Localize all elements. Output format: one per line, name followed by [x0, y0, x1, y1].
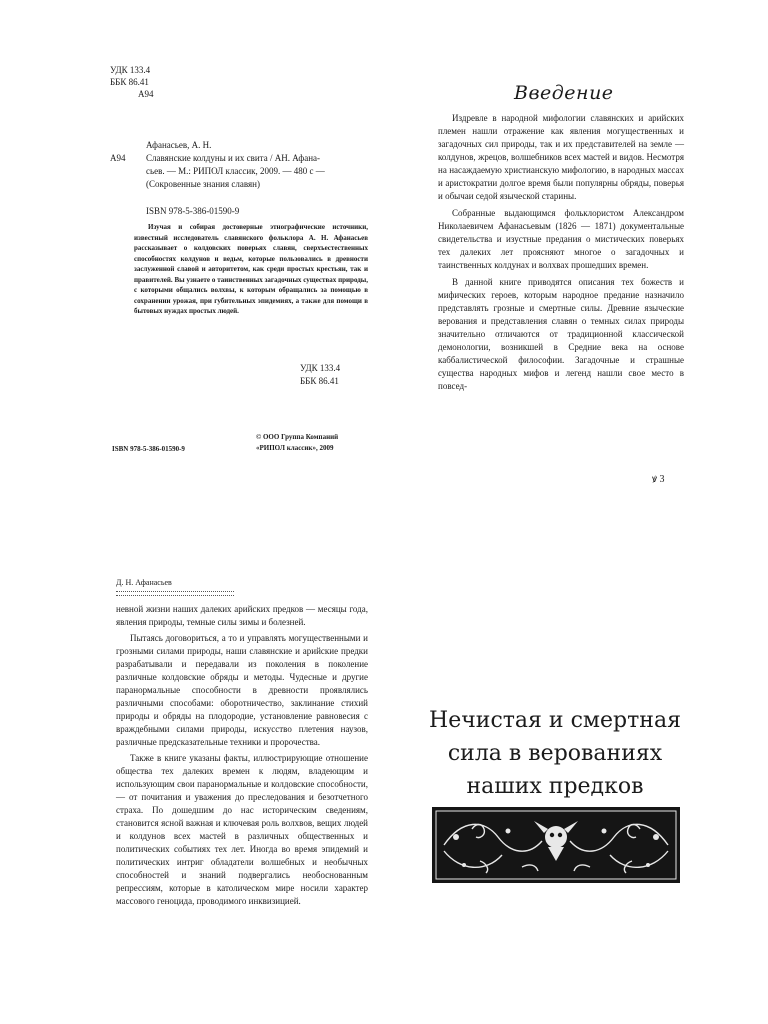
udk-block-bottom	[300, 362, 388, 388]
copyright-notice	[256, 432, 378, 454]
chapter-title-line: сила в верованиях	[447, 741, 663, 766]
chapter-title	[410, 704, 700, 803]
udk-block	[110, 64, 154, 100]
paragraph: В данной книге приводятся описания тех божеств и мифических героев, которым народное предание назначило представлять грозные и смертные силы. Древние языческие верования и представления славян о темных силах природы значительно отличаются от традиционной классической демонологии, возникшей в Средние века на основе каббалистической философии. Загадочные и страшные существа народных мифов и легенд нашли свое место в повсед-	[438, 277, 684, 391]
introduction-text	[438, 112, 684, 397]
paragraph: Издревле в народной мифологии славянских и арийских племен нашли отражение как явления могущественных и загадочных сил природы, так и их представителей на земле — колдунов, жрецов, волшебников всех мастей и видов. Несмотря на насаждаемую христианскую мифологию, в народных массах и аристократии долгое время были популярны обряды, поверья и обычаи седой языческой старины.	[438, 113, 684, 201]
paragraph: Также в книге указаны факты, иллюстрирующие отношение общества тех далеких времен к людям, владеющим и использующим свои паранормальные и колдовские способности, — от почитания и уважения до преследования и безотчетного страха. По дошедшим до нас историческим сведениям, становится ясной важная и ключевая роль волхвов, вещих людей и колдунов всех мастей в различных общественных и политических событиях тех лет. Иногда во время эпидемий и политических интриг обладатели волшебных и необычных способностей и знаний подвергались необоснованным репрессиям, которые в католическом мире носили характер массового геноцида, проводимого инквизицией.	[116, 753, 368, 906]
isbn-footer: ISBN 978-5-386-01590-9	[112, 445, 185, 453]
card-isbn: ISBN 978-5-386-01590-9	[146, 206, 240, 216]
paragraph: невной жизни наших далеких арийских предков — месяцы года, явления природы, темные силы зимы и болезней.	[116, 604, 368, 627]
author-sign: А94	[138, 89, 154, 99]
copyright-line: «РИПОЛ классик», 2009	[256, 444, 334, 452]
card-line: сьев. — М.: РИПОЛ классик, 2009. — 480 с —	[146, 166, 325, 176]
running-head-author: Д. Н. Афанасьев	[116, 578, 172, 587]
page-number: ꝟ 3	[652, 474, 665, 485]
chapter-title-line: Нечистая и смертная	[429, 708, 681, 733]
bbk-code: ББК 86.41	[110, 77, 149, 87]
bbk-code: ББК 86.41	[300, 376, 339, 386]
udk-code: УДК 133.4	[300, 363, 341, 373]
body-text	[116, 603, 368, 911]
copyright-line: © ООО Группа Компаний	[256, 433, 339, 441]
book-abstract: Изучая и собирая достоверные этнографические источники, известный исследователь славянского фольклора А. Н. Афанасьев рассказывает о колдовских поверьях славян, сверхъестественных способностях колдунов и ведьм, которые пользовались в древности заслуженной славой и авторитетом, как среди простых крестьян, так и правителей. Вы узнаете о таинственных загадочных существах природы, с которыми общались волхвы, к которым обращались за помощью в сохранении урожая, при губительных эпидемиях, а также для помощи в бытовых нуждах простых людей.	[134, 223, 368, 315]
card-line: Славянские колдуны и их свита / АН. Афана-	[146, 153, 321, 163]
paragraph: Собранные выдающимся фольклористом Александром Николаевичем Афанасьевым (1826 — 1871) документальные свидетельства и изустные предания о мистических поверьях тех далеких лет проясняют многое о загадочных и таинственных колдунах и волхвах прошедших времен.	[438, 208, 684, 270]
card-author: Афанасьев, А. Н.	[146, 140, 212, 150]
introduction-title: Введение	[514, 82, 614, 104]
chapter-title-line: наших предков	[466, 774, 644, 799]
decorative-rule	[116, 591, 234, 596]
card-code: А94	[110, 153, 126, 163]
paragraph: Пытаясь договориться, а то и управлять могущественными и грозными силами природы, наши славянские и арийские предки разрабатывали и передавали из поколения в поколение различные колдовские обряды и методы. Чудесные и другие паранормальные способности в древности проявлялись различными способами: оборотничество, заклинание стихий природы и обряды на плодородие, установление равновесия с враждебными силами природы, искусство плетения наузов, различные предсказательные техники и пророчества.	[116, 633, 368, 747]
catalog-card	[110, 139, 368, 191]
card-row	[110, 152, 368, 191]
card-line: (Сокровенные знания славян)	[146, 179, 260, 189]
udk-code: УДК 133.4	[110, 65, 151, 75]
ornament-panel-icon	[432, 807, 680, 883]
